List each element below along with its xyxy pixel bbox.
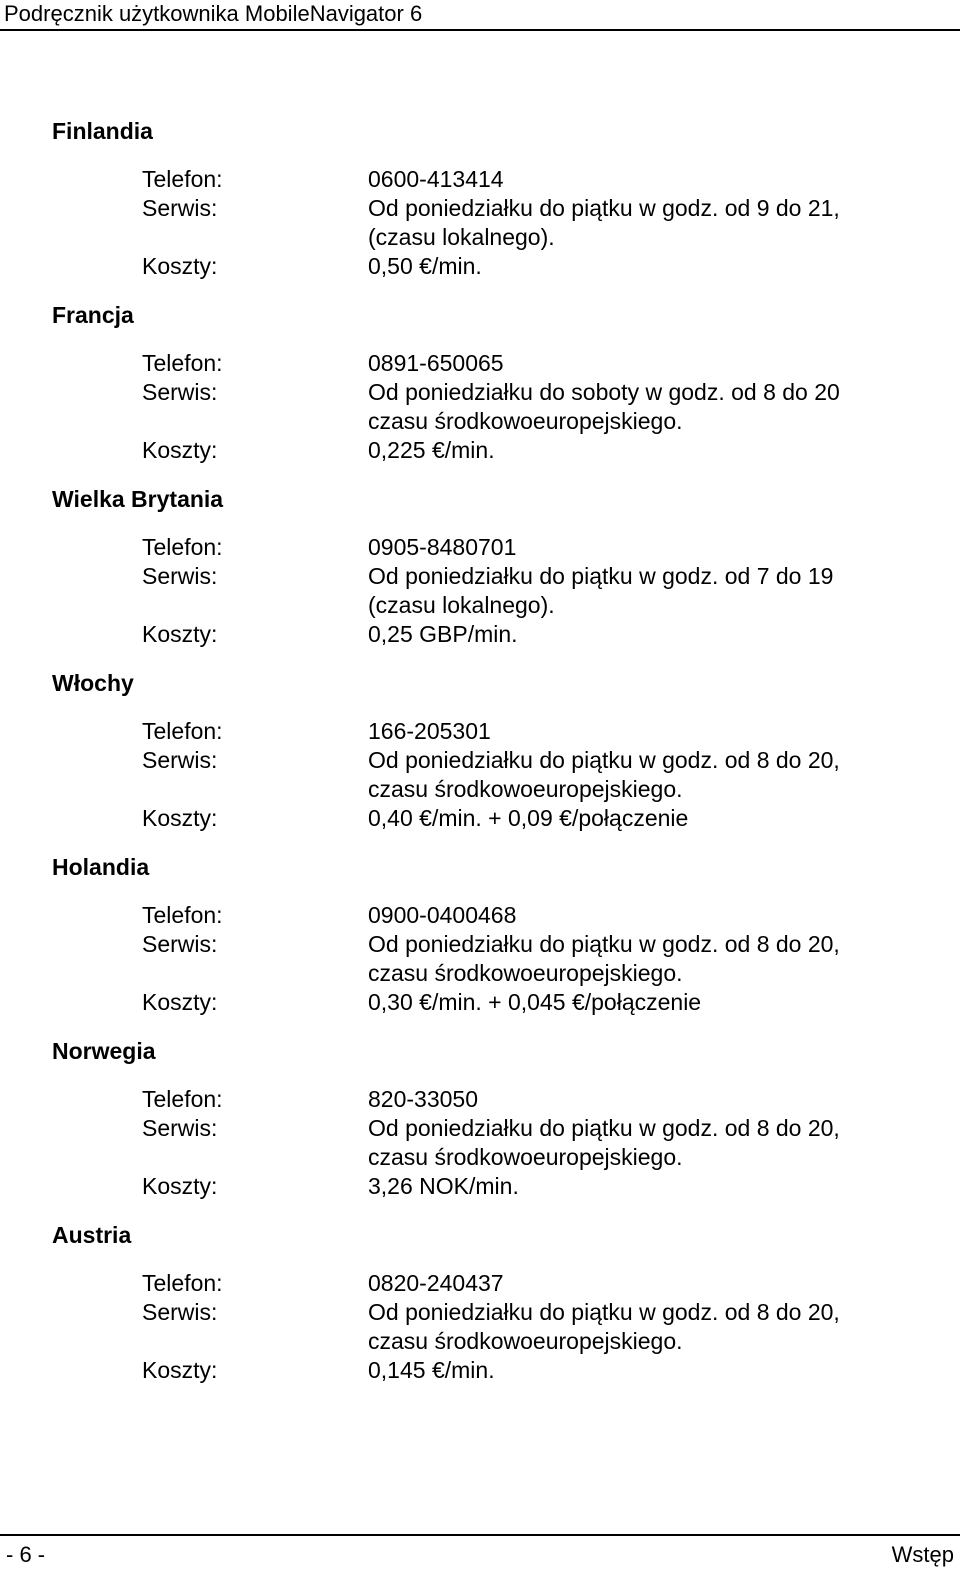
country-heading: Włochy [52,670,134,696]
cost-value: 3,26 NOK/min. [368,1173,519,1199]
cost-label: Koszty: [142,989,218,1015]
service-hours-note: (czasu lokalnego). [368,592,555,618]
service-hours: Od poniedziałku do piątku w godz. od 7 do 19 [368,563,834,589]
cost-value: 0,25 GBP/min. [368,621,518,647]
country-heading: Francja [52,302,134,328]
cost-label: Koszty: [142,805,218,831]
header-divider [0,29,960,31]
page-header-title: Podręcznik użytkownika MobileNavigator 6 [4,1,423,26]
service-label: Serwis: [142,931,218,957]
footer-divider [0,1534,960,1536]
service-hours: Od poniedziałku do piątku w godz. od 8 do 20, [368,1115,840,1141]
cost-value: 0,50 €/min. [368,253,482,279]
service-hours: Od poniedziałku do piątku w godz. od 8 do 20, [368,1299,840,1325]
page-number: - 6 - [6,1542,46,1567]
phone-label: Telefon: [142,1270,223,1296]
cost-label: Koszty: [142,621,218,647]
country-heading: Norwegia [52,1038,156,1064]
country-heading: Wielka Brytania [52,486,224,512]
service-label: Serwis: [142,195,218,221]
cost-value: 0,225 €/min. [368,437,495,463]
cost-label: Koszty: [142,253,218,279]
section-name: Wstęp [891,1542,954,1567]
service-label: Serwis: [142,379,218,405]
service-label: Serwis: [142,747,218,773]
service-hours: Od poniedziałku do piątku w godz. od 8 do 20, [368,747,840,773]
phone-number: 0905-8480701 [368,534,517,560]
country-heading: Austria [52,1222,132,1248]
cost-value: 0,30 €/min. + 0,045 €/połączenie [368,989,702,1015]
service-hours-note: czasu środkowoeuropejskiego. [368,408,683,434]
phone-number: 0891-650065 [368,350,504,376]
phone-label: Telefon: [142,718,223,744]
service-hours: Od poniedziałku do piątku w godz. od 8 do 20, [368,931,840,957]
country-heading: Holandia [52,854,150,880]
service-label: Serwis: [142,1115,218,1141]
phone-label: Telefon: [142,1086,223,1112]
service-label: Serwis: [142,1299,218,1325]
cost-value: 0,40 €/min. + 0,09 €/połączenie [368,805,689,831]
country-heading: Finlandia [52,118,153,144]
phone-label: Telefon: [142,166,223,192]
service-hours: Od poniedziałku do piątku w godz. od 9 do 21, [368,195,840,221]
phone-label: Telefon: [142,350,223,376]
phone-number: 166-205301 [368,718,491,744]
service-hours-note: czasu środkowoeuropejskiego. [368,776,683,802]
phone-number: 820-33050 [368,1086,478,1112]
service-hours-note: czasu środkowoeuropejskiego. [368,960,683,986]
service-label: Serwis: [142,563,218,589]
cost-label: Koszty: [142,1357,218,1383]
cost-label: Koszty: [142,437,218,463]
phone-number: 0900-0400468 [368,902,517,928]
phone-number: 0600-413414 [368,166,504,192]
phone-label: Telefon: [142,902,223,928]
phone-number: 0820-240437 [368,1270,504,1296]
service-hours-note: (czasu lokalnego). [368,224,555,250]
service-hours-note: czasu środkowoeuropejskiego. [368,1328,683,1354]
service-hours-note: czasu środkowoeuropejskiego. [368,1144,683,1170]
cost-label: Koszty: [142,1173,218,1199]
cost-value: 0,145 €/min. [368,1357,495,1383]
service-hours: Od poniedziałku do soboty w godz. od 8 do 20 [368,379,840,405]
phone-label: Telefon: [142,534,223,560]
